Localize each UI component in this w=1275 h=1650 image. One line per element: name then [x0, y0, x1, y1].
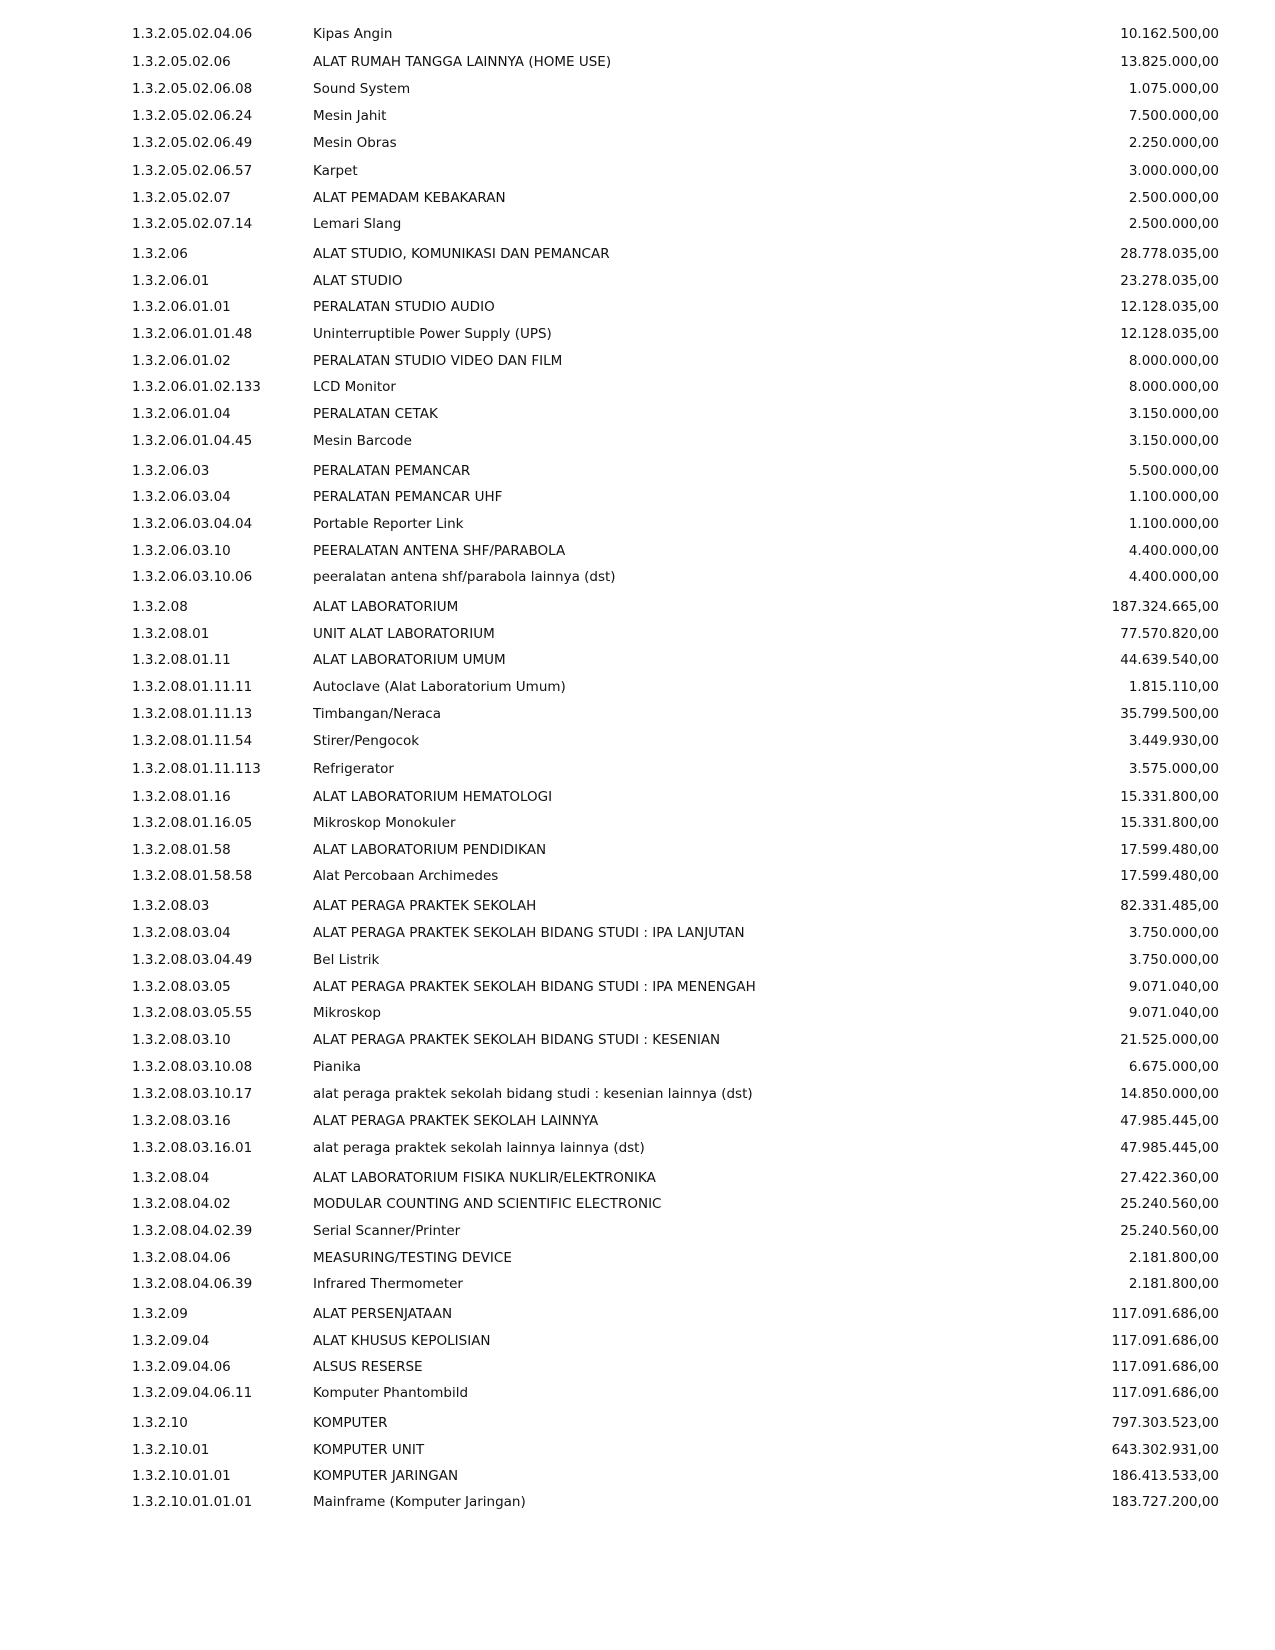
table-row — [0, 1357, 1275, 1377]
amount-value: 3.449.930,00 — [1128, 733, 1219, 749]
account-description: ALSUS RESERSE — [313, 1359, 423, 1375]
account-description: Alat Percobaan Archimedes — [313, 868, 499, 884]
account-description: Timbangan/Neraca — [313, 706, 441, 722]
account-description: KOMPUTER UNIT — [313, 1442, 425, 1458]
amount-value: 1.100.000,00 — [1128, 516, 1219, 532]
account-description: Stirer/Pengocok — [313, 733, 420, 749]
amount-value: 47.985.445,00 — [1120, 1113, 1219, 1129]
account-code: 1.3.2.10.01 — [132, 1442, 210, 1458]
account-code: 1.3.2.10.01.01 — [132, 1468, 231, 1484]
account-code: 1.3.2.08.03.05.55 — [132, 1005, 253, 1021]
account-code: 1.3.2.08.01.11.54 — [132, 733, 253, 749]
account-code: 1.3.2.08 — [132, 599, 188, 615]
amount-value: 3.750.000,00 — [1128, 925, 1219, 941]
account-description: Kipas Angin — [313, 26, 393, 42]
account-code: 1.3.2.08.03.10.08 — [132, 1059, 253, 1075]
account-description: ALAT STUDIO, KOMUNIKASI DAN PEMANCAR — [313, 246, 610, 262]
account-code: 1.3.2.08.03 — [132, 898, 210, 914]
table-row — [0, 704, 1275, 724]
amount-value: 12.128.035,00 — [1120, 326, 1219, 342]
account-description: ALAT PERAGA PRAKTEK SEKOLAH — [313, 898, 537, 914]
account-description: MODULAR COUNTING AND SCIENTIFIC ELECTRONIC — [313, 1196, 662, 1212]
amount-value: 117.091.686,00 — [1111, 1359, 1219, 1375]
account-description: Mesin Barcode — [313, 433, 412, 449]
table-row — [0, 52, 1275, 72]
table-row — [0, 1057, 1275, 1077]
table-row — [0, 1440, 1275, 1460]
amount-value: 187.324.665,00 — [1111, 599, 1219, 615]
amount-value: 17.599.480,00 — [1120, 842, 1219, 858]
table-row — [0, 597, 1275, 617]
account-code: 1.3.2.08.03.16 — [132, 1113, 231, 1129]
account-description: KOMPUTER — [313, 1415, 388, 1431]
account-code: 1.3.2.05.02.06.24 — [132, 108, 253, 124]
account-description: ALAT PERSENJATAAN — [313, 1306, 453, 1322]
amount-value: 9.071.040,00 — [1128, 979, 1219, 995]
account-code: 1.3.2.06.03.10.06 — [132, 569, 253, 585]
table-row — [0, 214, 1275, 234]
amount-value: 47.985.445,00 — [1120, 1140, 1219, 1156]
table-row — [0, 567, 1275, 587]
amount-value: 3.750.000,00 — [1128, 952, 1219, 968]
table-row — [0, 1194, 1275, 1214]
table-row — [0, 840, 1275, 860]
amount-value: 2.250.000,00 — [1128, 135, 1219, 151]
table-row — [0, 133, 1275, 153]
account-code: 1.3.2.06.01.02 — [132, 353, 231, 369]
account-code: 1.3.2.08.01.11.113 — [132, 761, 261, 777]
table-row — [0, 377, 1275, 397]
account-description: PEERALATAN ANTENA SHF/PARABOLA — [313, 543, 566, 559]
account-code: 1.3.2.08.03.10 — [132, 1032, 231, 1048]
table-row — [0, 1492, 1275, 1512]
account-description: Pianika — [313, 1059, 362, 1075]
table-row — [0, 787, 1275, 807]
account-code: 1.3.2.08.04.06 — [132, 1250, 231, 1266]
amount-value: 15.331.800,00 — [1120, 789, 1219, 805]
amount-value: 3.150.000,00 — [1128, 406, 1219, 422]
table-row — [0, 1304, 1275, 1324]
table-row — [0, 1003, 1275, 1023]
account-description: ALAT LABORATORIUM HEMATOLOGI — [313, 789, 553, 805]
table-row — [0, 977, 1275, 997]
account-description: Serial Scanner/Printer — [313, 1223, 461, 1239]
table-row — [0, 351, 1275, 371]
table-row — [0, 1274, 1275, 1294]
account-code: 1.3.2.08.03.04 — [132, 925, 231, 941]
amount-value: 25.240.560,00 — [1120, 1196, 1219, 1212]
account-description: Mikroskop Monokuler — [313, 815, 456, 831]
account-code: 1.3.2.06 — [132, 246, 188, 262]
account-code: 1.3.2.06.01.04.45 — [132, 433, 253, 449]
amount-value: 7.500.000,00 — [1128, 108, 1219, 124]
account-description: ALAT PERAGA PRAKTEK SEKOLAH LAINNYA — [313, 1113, 599, 1129]
account-description: ALAT PERAGA PRAKTEK SEKOLAH BIDANG STUDI : KESENIAN — [313, 1032, 721, 1048]
account-description: Mainframe (Komputer Jaringan) — [313, 1494, 526, 1510]
amount-value: 1.075.000,00 — [1128, 81, 1219, 97]
table-row — [0, 324, 1275, 344]
account-description: ALAT RUMAH TANGGA LAINNYA (HOME USE) — [313, 54, 612, 70]
amount-value: 2.181.800,00 — [1128, 1276, 1219, 1292]
account-code: 1.3.2.08.01 — [132, 626, 210, 642]
table-row — [0, 24, 1275, 44]
amount-value: 3.000.000,00 — [1128, 163, 1219, 179]
table-row — [0, 461, 1275, 481]
table-row — [0, 1138, 1275, 1158]
account-code: 1.3.2.08.03.05 — [132, 979, 231, 995]
account-code: 1.3.2.08.03.04.49 — [132, 952, 253, 968]
account-description: ALAT PEMADAM KEBAKARAN — [313, 190, 506, 206]
amount-value: 4.400.000,00 — [1128, 569, 1219, 585]
amount-value: 44.639.540,00 — [1120, 652, 1219, 668]
account-code: 1.3.2.06.01 — [132, 273, 210, 289]
amount-value: 117.091.686,00 — [1111, 1385, 1219, 1401]
table-row — [0, 1168, 1275, 1188]
account-code: 1.3.2.10.01.01.01 — [132, 1494, 253, 1510]
account-code: 1.3.2.05.02.04.06 — [132, 26, 253, 42]
table-row — [0, 677, 1275, 697]
account-description: PERALATAN PEMANCAR UHF — [313, 489, 503, 505]
amount-value: 186.413.533,00 — [1111, 1468, 1219, 1484]
account-description: ALAT PERAGA PRAKTEK SEKOLAH BIDANG STUDI : IPA LANJUTAN — [313, 925, 745, 941]
account-description: Mesin Jahit — [313, 108, 387, 124]
amount-value: 23.278.035,00 — [1120, 273, 1219, 289]
table-row — [0, 866, 1275, 886]
table-row — [0, 161, 1275, 181]
table-row — [0, 431, 1275, 451]
amount-value: 12.128.035,00 — [1120, 299, 1219, 315]
account-code: 1.3.2.05.02.07.14 — [132, 216, 253, 232]
account-code: 1.3.2.08.04.02 — [132, 1196, 231, 1212]
account-description: Komputer Phantombild — [313, 1385, 469, 1401]
account-description: Mikroskop — [313, 1005, 381, 1021]
table-row — [0, 1111, 1275, 1131]
account-code: 1.3.2.06.03.04 — [132, 489, 231, 505]
amount-value: 3.150.000,00 — [1128, 433, 1219, 449]
table-row — [0, 1466, 1275, 1486]
table-row — [0, 487, 1275, 507]
account-description: ALAT LABORATORIUM PENDIDIKAN — [313, 842, 547, 858]
account-description: Refrigerator — [313, 761, 394, 777]
account-description: ALAT PERAGA PRAKTEK SEKOLAH BIDANG STUDI : IPA MENENGAH — [313, 979, 756, 995]
account-description: alat peraga praktek sekolah lainnya lainnya (dst) — [313, 1140, 645, 1156]
table-row — [0, 1030, 1275, 1050]
account-code: 1.3.2.06.01.01 — [132, 299, 231, 315]
account-description: Portable Reporter Link — [313, 516, 464, 532]
account-code: 1.3.2.08.01.16.05 — [132, 815, 253, 831]
amount-value: 17.599.480,00 — [1120, 868, 1219, 884]
account-code: 1.3.2.08.03.10.17 — [132, 1086, 253, 1102]
account-code: 1.3.2.08.01.58 — [132, 842, 231, 858]
account-description: ALAT KHUSUS KEPOLISIAN — [313, 1333, 491, 1349]
account-description: PERALATAN STUDIO VIDEO DAN FILM — [313, 353, 563, 369]
table-row — [0, 813, 1275, 833]
account-code: 1.3.2.08.04 — [132, 1170, 210, 1186]
account-description: Infrared Thermometer — [313, 1276, 463, 1292]
account-code: 1.3.2.05.02.06.57 — [132, 163, 253, 179]
account-description: ALAT LABORATORIUM — [313, 599, 459, 615]
account-description: ALAT STUDIO — [313, 273, 403, 289]
amount-value: 2.500.000,00 — [1128, 216, 1219, 232]
amount-value: 643.302.931,00 — [1111, 1442, 1219, 1458]
account-code: 1.3.2.06.03 — [132, 463, 210, 479]
account-description: Karpet — [313, 163, 358, 179]
amount-value: 14.850.000,00 — [1120, 1086, 1219, 1102]
amount-value: 8.000.000,00 — [1128, 379, 1219, 395]
account-description: peeralatan antena shf/parabola lainnya (dst) — [313, 569, 616, 585]
amount-value: 2.500.000,00 — [1128, 190, 1219, 206]
account-code: 1.3.2.05.02.06.49 — [132, 135, 253, 151]
table-row — [0, 650, 1275, 670]
account-description: PERALATAN STUDIO AUDIO — [313, 299, 495, 315]
amount-value: 10.162.500,00 — [1120, 26, 1219, 42]
account-code: 1.3.2.09 — [132, 1306, 188, 1322]
table-row — [0, 896, 1275, 916]
amount-value: 6.675.000,00 — [1128, 1059, 1219, 1075]
account-description: PERALATAN CETAK — [313, 406, 438, 422]
table-row — [0, 731, 1275, 751]
account-code: 1.3.2.06.01.01.48 — [132, 326, 253, 342]
account-code: 1.3.2.08.01.11.11 — [132, 679, 253, 695]
account-code: 1.3.2.08.04.06.39 — [132, 1276, 253, 1292]
account-code: 1.3.2.09.04.06 — [132, 1359, 231, 1375]
table-row — [0, 624, 1275, 644]
account-description: Mesin Obras — [313, 135, 397, 151]
account-code: 1.3.2.06.01.02.133 — [132, 379, 261, 395]
account-description: ALAT LABORATORIUM UMUM — [313, 652, 506, 668]
account-code: 1.3.2.08.01.11 — [132, 652, 231, 668]
account-code: 1.3.2.08.01.58.58 — [132, 868, 253, 884]
amount-value: 35.799.500,00 — [1120, 706, 1219, 722]
amount-value: 28.778.035,00 — [1120, 246, 1219, 262]
amount-value: 8.000.000,00 — [1128, 353, 1219, 369]
amount-value: 797.303.523,00 — [1111, 1415, 1219, 1431]
account-description: LCD Monitor — [313, 379, 396, 395]
amount-value: 82.331.485,00 — [1120, 898, 1219, 914]
account-code: 1.3.2.09.04.06.11 — [132, 1385, 253, 1401]
table-row — [0, 244, 1275, 264]
amount-value: 27.422.360,00 — [1120, 1170, 1219, 1186]
account-description: MEASURING/TESTING DEVICE — [313, 1250, 512, 1266]
table-row — [0, 188, 1275, 208]
amount-value: 77.570.820,00 — [1120, 626, 1219, 642]
account-code: 1.3.2.10 — [132, 1415, 188, 1431]
table-row — [0, 923, 1275, 943]
amount-value: 15.331.800,00 — [1120, 815, 1219, 831]
amount-value: 9.071.040,00 — [1128, 1005, 1219, 1021]
table-row — [0, 1383, 1275, 1403]
table-row — [0, 1331, 1275, 1351]
account-description: Autoclave (Alat Laboratorium Umum) — [313, 679, 566, 695]
amount-value: 117.091.686,00 — [1111, 1333, 1219, 1349]
account-description: Sound System — [313, 81, 411, 97]
table-row — [0, 271, 1275, 291]
table-row — [0, 79, 1275, 99]
amount-value: 4.400.000,00 — [1128, 543, 1219, 559]
account-description: KOMPUTER JARINGAN — [313, 1468, 459, 1484]
table-row — [0, 1084, 1275, 1104]
account-description: PERALATAN PEMANCAR — [313, 463, 471, 479]
account-code: 1.3.2.05.02.06.08 — [132, 81, 253, 97]
amount-value: 13.825.000,00 — [1120, 54, 1219, 70]
account-code: 1.3.2.05.02.07 — [132, 190, 231, 206]
amount-value: 1.100.000,00 — [1128, 489, 1219, 505]
account-description: alat peraga praktek sekolah bidang studi : kesenian lainnya (dst) — [313, 1086, 753, 1102]
account-code: 1.3.2.06.03.04.04 — [132, 516, 253, 532]
amount-value: 117.091.686,00 — [1111, 1306, 1219, 1322]
amount-value: 1.815.110,00 — [1128, 679, 1219, 695]
account-code: 1.3.2.08.04.02.39 — [132, 1223, 253, 1239]
table-row — [0, 1221, 1275, 1241]
account-description: UNIT ALAT LABORATORIUM — [313, 626, 495, 642]
amount-value: 3.575.000,00 — [1128, 761, 1219, 777]
account-description: Bel Listrik — [313, 952, 380, 968]
table-row — [0, 1413, 1275, 1433]
table-row — [0, 759, 1275, 779]
account-code: 1.3.2.08.03.16.01 — [132, 1140, 253, 1156]
account-description: Lemari Slang — [313, 216, 402, 232]
account-code: 1.3.2.05.02.06 — [132, 54, 231, 70]
account-code: 1.3.2.09.04 — [132, 1333, 210, 1349]
table-row — [0, 106, 1275, 126]
account-code: 1.3.2.08.01.11.13 — [132, 706, 253, 722]
account-code: 1.3.2.06.01.04 — [132, 406, 231, 422]
amount-value: 5.500.000,00 — [1128, 463, 1219, 479]
amount-value: 21.525.000,00 — [1120, 1032, 1219, 1048]
amount-value: 2.181.800,00 — [1128, 1250, 1219, 1266]
account-description: Uninterruptible Power Supply (UPS) — [313, 326, 552, 342]
account-description: ALAT LABORATORIUM FISIKA NUKLIR/ELEKTRONIKA — [313, 1170, 656, 1186]
table-row — [0, 950, 1275, 970]
table-row — [0, 514, 1275, 534]
table-row — [0, 541, 1275, 561]
amount-value: 183.727.200,00 — [1111, 1494, 1219, 1510]
table-row — [0, 404, 1275, 424]
account-code: 1.3.2.06.03.10 — [132, 543, 231, 559]
table-row — [0, 297, 1275, 317]
table-row — [0, 1248, 1275, 1268]
account-code: 1.3.2.08.01.16 — [132, 789, 231, 805]
amount-value: 25.240.560,00 — [1120, 1223, 1219, 1239]
